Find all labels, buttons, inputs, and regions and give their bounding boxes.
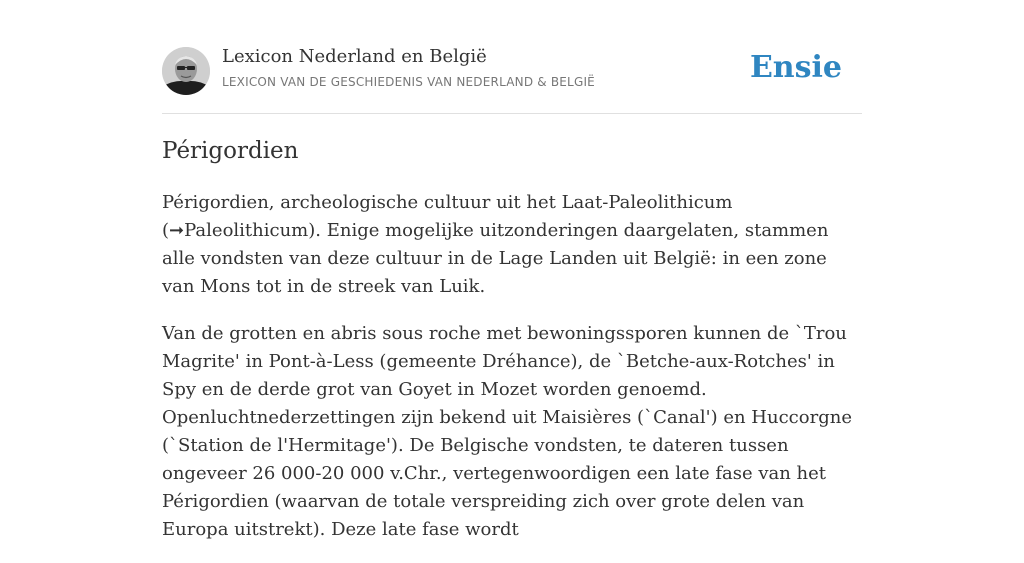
arrow-right-icon: ➞ — [169, 220, 185, 241]
cross-reference-link[interactable]: Paleolithicum — [184, 220, 309, 241]
page-container — [162, 0, 862, 540]
brand-logo[interactable]: Ensie — [749, 50, 842, 85]
source-name[interactable]: Lexicon Nederland en België — [222, 46, 487, 67]
article-paragraph: Van de grotten en abris sous roche met bewoningssporen kunnen de `Trou Magrite' in Pont-à-Less (gemeente Dréhance), de `Betche-aux-Rotches' in Spy en de derde grot van Goyet in Mozet worden genoemd. Openluchtnederzettingen zijn bekend uit Maisières (`Canal') en Huccorgne (`Station de l'Hermitage'). De Belgische vondsten, te dateren tussen ongeveer 26 000-20 000 v.Chr., vertegenwoordigen een late fase van het Périgordien (waarvan de totale verspreiding zich over grote delen van Europa uitstrekt). Deze late fase wordt — [162, 323, 852, 540]
person-portrait-icon[interactable] — [162, 47, 210, 95]
source-header — [162, 0, 862, 114]
paragraph-text: Périgordien, archeologische cultuur uit het Laat-Paleolithicum ( — [162, 192, 733, 241]
source-subtitle: LEXICON VAN DE GESCHIEDENIS VAN NEDERLAND & BELGIË — [222, 75, 595, 89]
article-body — [162, 189, 862, 563]
article-paragraph — [162, 189, 862, 301]
entry-title: Périgordien — [162, 138, 299, 164]
paragraph-text: ). Enige mogelijke uitzonderingen daargelaten, stammen alle vondsten van deze cultuur in de Lage Landen uit België: in een zone van Mons tot in de streek van Luik. — [162, 220, 829, 297]
